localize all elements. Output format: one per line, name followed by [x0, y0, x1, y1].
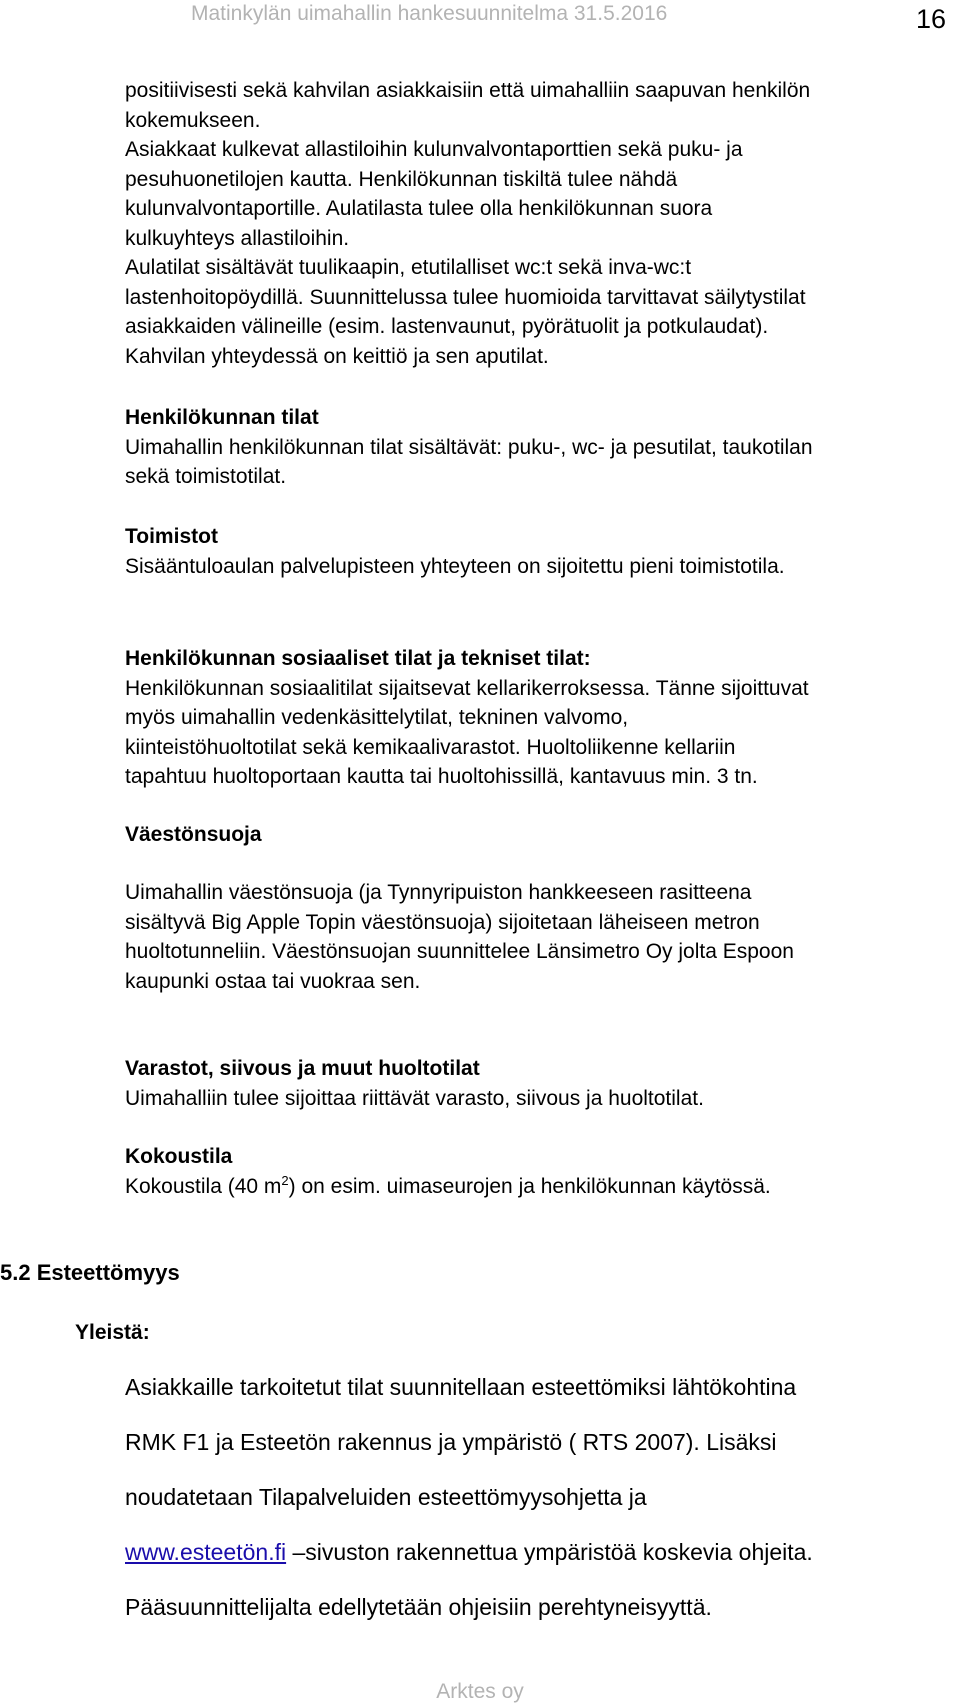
superscript: 2	[281, 1172, 289, 1188]
text-line: Henkilökunnan sosiaalitilat sijaitsevat kellarikerroksessa. Tänne sijoittuvat	[125, 676, 809, 700]
text-fragment: ) on esim. uimaseurojen ja henkilökunnan käytössä.	[288, 1174, 771, 1198]
section-heading: Kokoustila	[125, 1145, 233, 1168]
page-number: 16	[916, 4, 947, 34]
text-line: Asiakkaille tarkoitetut tilat suunnitellaan esteettömiksi lähtökohtina	[125, 1374, 797, 1400]
text-line: Asiakkaat kulkevat allastiloihin kulunvalvontaporttien sekä puku- ja	[125, 138, 743, 161]
text-line: RMK F1 ja Esteetön rakennus ja ympäristö ( RTS 2007). Lisäksi	[125, 1429, 777, 1455]
text-line: Uimahallin henkilökunnan tilat sisältävät: puku-, wc- ja pesutilat, taukotilan	[125, 435, 813, 459]
text-line	[125, 1172, 955, 1202]
text-fragment: Kokoustila (40 m	[125, 1174, 282, 1198]
intro-paragraph	[125, 76, 955, 371]
accessibility-paragraph	[125, 1348, 955, 1646]
section-staff-spaces	[125, 403, 955, 492]
text-line: huoltotunneliin. Väestönsuojan suunnittelee Länsimetro Oy jolta Espoon	[125, 940, 794, 963]
section-heading: Varastot, siivous ja muut huoltotilat	[125, 1057, 480, 1080]
text-fragment: –sivuston rakennettua ympäristöä koskevia ohjeita.	[286, 1539, 813, 1565]
section-meeting-room	[125, 1142, 955, 1201]
footer-text: Arktes oy	[436, 1680, 524, 1703]
section-heading: Henkilökunnan tilat	[125, 406, 319, 429]
text-line: kulkuyhteys allastiloihin.	[125, 226, 350, 250]
text-line: kiinteistöhuoltotilat sekä kemikaalivarastot. Huoltoliikenne kellariin	[125, 735, 736, 759]
text-line: kokemukseen.	[125, 108, 261, 132]
text-line: tapahtuu huoltoportaan kautta tai huoltohissillä, kantavuus min. 3 tn.	[125, 765, 758, 788]
section-storage	[125, 1054, 955, 1113]
subsection-title: Yleistä:	[75, 1321, 150, 1344]
esteeton-link[interactable]: www.esteetön.fi	[125, 1539, 287, 1565]
text-line: Kahvilan yhteydessä on keittiö ja sen aputilat.	[125, 344, 549, 368]
text-line: sisältyvä Big Apple Topin väestönsuoja) sijoitetaan läheiseen metron	[125, 910, 760, 934]
text-line: kulunvalvontaportille. Aulatilasta tulee olla henkilökunnan suora	[125, 197, 713, 220]
section-heading: Toimistot	[125, 525, 218, 548]
text-line: Uimahallin väestönsuoja (ja Tynnyripuiston hankkeeseen rasitteena	[125, 881, 752, 904]
text-line: myös uimahallin vedenkäsittelytilat, tekninen valvomo,	[125, 706, 629, 729]
text-line: lastenhoitopöydillä. Suunnittelussa tulee huomioida tarvittavat säilytystilat	[125, 285, 806, 309]
section-heading: Väestönsuoja	[125, 823, 262, 846]
text-line	[125, 1536, 955, 1568]
text-line: pesuhuonetilojen kautta. Henkilökunnan tiskiltä tulee nähdä	[125, 167, 678, 191]
section-title: 5.2 Esteettömyys	[0, 1260, 180, 1285]
text-line: noudatetaan Tilapalveluiden esteettömyysohjetta ja	[125, 1484, 647, 1510]
header-title: Matinkylän uimahallin hankesuunnitelma 31.5.2016	[191, 2, 668, 25]
section-shelter	[125, 878, 955, 996]
text-line: Pääsuunnittelijalta edellytetään ohjeisiin perehtyneisyyttä.	[125, 1594, 712, 1620]
section-social-technical	[125, 644, 955, 792]
section-heading: Henkilökunnan sosiaaliset tilat ja tekniset tilat:	[125, 647, 591, 670]
text-line: Aulatilat sisältävät tuulikaapin, etutilalliset wc:t sekä inva-wc:t	[125, 256, 692, 279]
text-line: sekä toimistotilat.	[125, 465, 287, 488]
section-offices	[125, 522, 955, 581]
text-line: positiivisesti sekä kahvilan asiakkaisiin että uimahalliin saapuvan henkilön	[125, 79, 811, 102]
section-shelter-heading-block	[125, 820, 955, 850]
text-line: Sisääntuloaulan palvelupisteen yhteyteen on sijoitettu pieni toimistotila.	[125, 554, 785, 578]
text-line: kaupunki ostaa tai vuokraa sen.	[125, 969, 421, 993]
text-line: Uimahalliin tulee sijoittaa riittävät varasto, siivous ja huoltotilat.	[125, 1086, 704, 1110]
text-line: asiakkaiden välineille (esim. lastenvaunut, pyörätuolit ja potkulaudat).	[125, 315, 769, 338]
